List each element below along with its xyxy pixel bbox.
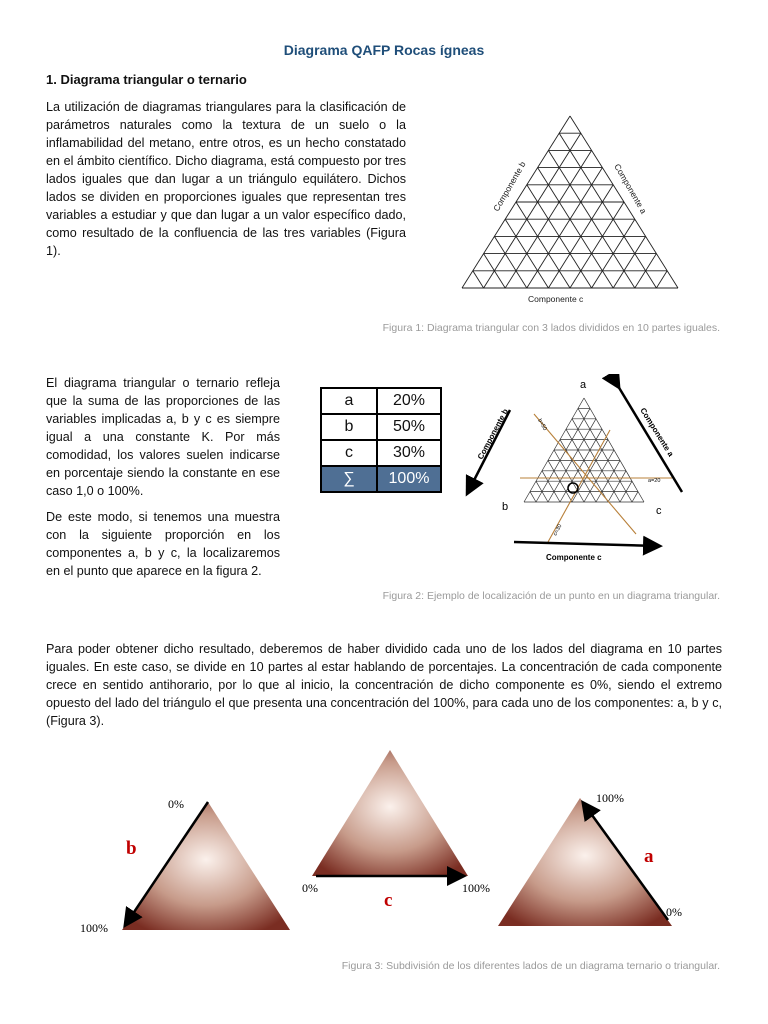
fig3-t3-top: 100% <box>596 791 624 805</box>
table-row <box>321 414 441 440</box>
grid-line <box>613 236 645 288</box>
paragraph-3: De este modo, si tenemos una muestra con la siguiente proporción en los componentes a, b y c, la localizaremos en el punto que aparece en la figura 2. <box>46 510 280 578</box>
table-cell-total: 100% <box>377 466 441 492</box>
grid-line <box>538 168 614 288</box>
table-cell-component: b <box>321 414 377 440</box>
fig3-letter-a: a <box>644 846 654 867</box>
table-cell-value: 50% <box>377 414 441 440</box>
fig2-mark-b: b=50 <box>536 418 548 432</box>
grid-line <box>527 168 603 288</box>
grid-line <box>656 271 667 288</box>
grid-line <box>578 408 632 502</box>
caption-1: Figura 1: Diagrama triangular con 3 lados divididos en 10 partes iguales. <box>382 322 720 334</box>
grid-line <box>516 202 570 288</box>
paragraph-1: La utilización de diagramas triangulares para la clasificación de parámetros naturales como la textura de un suelo o la inflamabilidad del metano, entre otros, es un hecho constatado en el ámbito científico. Dicho diagrama, está compuesto por tres lados iguales que dan lugar a un triángulo equilátero. Dichos lados se dividen en proporciones iguales que representan tres variables a estudiar y que dan lugar a un valor específico dado, como resultado de la confluencia de las tres variables (Figura 1). <box>46 100 406 258</box>
caption-3: Figura 3: Subdivisión de los diferentes lados de un diagrama ternario o triangular. <box>341 960 720 972</box>
table-cell-component: c <box>321 440 377 466</box>
grid-line <box>584 450 614 502</box>
table-cell-sum-symbol: ∑ <box>321 466 377 492</box>
grid-line <box>632 492 638 502</box>
fig1-label-b: Componente b <box>491 159 528 213</box>
proportion-table <box>320 387 442 493</box>
grid-line <box>570 202 624 288</box>
table-row-total <box>321 466 441 492</box>
fig2-vertex-c: c <box>656 505 662 517</box>
table-row <box>321 388 441 414</box>
table-row <box>321 440 441 466</box>
fig2-vertex-a: a <box>580 379 587 391</box>
table-cell-value: 30% <box>377 440 441 466</box>
fig2-mark-c: c=30 <box>552 523 564 537</box>
fig3-triangle-c <box>312 750 468 876</box>
caption-2: Figura 2: Ejemplo de localización de un punto en un diagrama triangular. <box>382 590 720 602</box>
fig2-label-b: Componente b <box>475 407 511 461</box>
fig3-t3-bottom: 0% <box>666 905 682 919</box>
fig3-t2-right: 100% <box>462 881 490 895</box>
fig1-label-a: Componente a <box>612 162 649 216</box>
fig2-mark-a: a=20 <box>648 478 661 484</box>
fig3-letter-c: c <box>384 890 393 911</box>
table-cell-value: 20% <box>377 388 441 414</box>
table-cell-component: a <box>321 388 377 414</box>
fig3-t1-top: 0% <box>168 797 184 811</box>
figure-2-point-location <box>460 374 730 570</box>
paragraph-2: El diagrama triangular o ternario refleja que la suma de las proporciones de las variables implicadas a, b y c es siempre igual a una constante K. Por más comodidad, los valores suelen indicarse en porcentaje siendo la constante en ese caso 1,0 o 100%. <box>46 376 280 498</box>
grid-line <box>554 450 584 502</box>
paragraph-4: Para poder obtener dicho resultado, deberemos de haber dividido cada uno de los lados del diagrama en 10 partes iguales. En este caso, se divide en 10 partes al estar hablando de porcentajes. La concentración de cada componente crece en sentido antihorario, por lo que al inicio, la concentración de dicho componente es 0%, siendo el extremo opuesto del lado del triángulo el que presenta una concentración del 100%, para cada uno de los componentes: a, b y c, (Figura 3). <box>46 642 722 728</box>
page-title: Diagrama QAFP Rocas ígneas <box>283 42 485 58</box>
fig2-label-a: Componente a <box>638 406 676 459</box>
section-heading: 1. Diagrama triangular o ternario <box>46 72 247 87</box>
fig3-t1-bottom: 100% <box>80 921 108 935</box>
fig1-label-c: Componente c <box>528 294 584 304</box>
grid-line <box>560 429 602 502</box>
figure-3-side-subdivision <box>40 742 730 942</box>
fig2-vertex-b: b <box>502 501 509 513</box>
grid-line <box>473 271 484 288</box>
grid-line <box>494 236 526 288</box>
grid-line <box>566 429 608 502</box>
fig3-letter-b: b <box>126 838 137 859</box>
fig2-label-c: Componente c <box>546 553 602 562</box>
fig2-arrow-c <box>514 542 658 546</box>
fig2-arrow-a <box>618 386 682 492</box>
fig3-t2-left: 0% <box>302 881 318 895</box>
figure-1-ternary-grid <box>418 96 722 308</box>
fig3-triangle-b <box>122 802 290 930</box>
grid-line <box>530 492 536 502</box>
